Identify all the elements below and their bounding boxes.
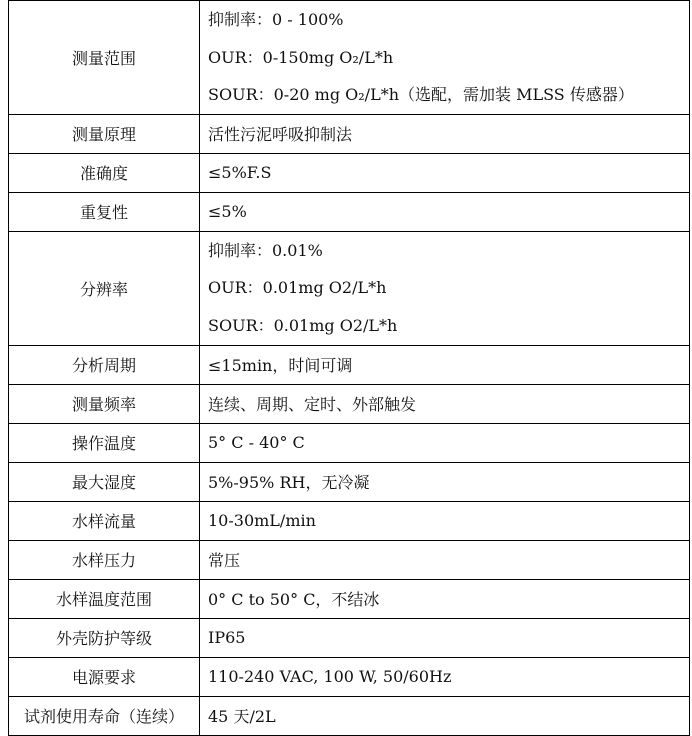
- row-value: 常压: [200, 540, 690, 579]
- table-row: [9, 618, 690, 657]
- row-value: 110-240 VAC, 100 W, 50/60Hz: [200, 657, 690, 696]
- table-row: [9, 1, 690, 115]
- row-value: 0° C to 50° C，不结冰: [200, 579, 690, 618]
- row-value: 5%-95% RH，无冷凝: [200, 462, 690, 501]
- row-label: 试剂使用寿命（连续）: [9, 696, 200, 735]
- table-row: [9, 231, 690, 345]
- row-label: 水样压力: [9, 540, 200, 579]
- row-value: 活性污泥呼吸抑制法: [200, 114, 690, 153]
- table-row: [9, 384, 690, 423]
- row-label: 水样流量: [9, 501, 200, 540]
- table-row: [9, 345, 690, 384]
- row-label: 操作温度: [9, 423, 200, 462]
- row-value: [200, 231, 690, 345]
- row-label: 测量频率: [9, 384, 200, 423]
- row-value: ≤15min，时间可调: [200, 345, 690, 384]
- row-label: 分析周期: [9, 345, 200, 384]
- value-line: 抑制率：0.01%: [208, 240, 323, 260]
- row-label: 重复性: [9, 192, 200, 231]
- row-label: 准确度: [9, 153, 200, 192]
- row-label: 分辨率: [9, 231, 200, 345]
- table-row: [9, 153, 690, 192]
- row-label: 测量范围: [9, 1, 200, 115]
- table-row: [9, 657, 690, 696]
- value-line: SOUR：0.01mg O2/L*h: [208, 315, 398, 335]
- value-line: SOUR：0-20 mg O₂/L*h（选配，需加装 MLSS 传感器）: [208, 85, 634, 105]
- row-label: 最大湿度: [9, 462, 200, 501]
- row-label: 外壳防护等级: [9, 618, 200, 657]
- row-value: IP65: [200, 618, 690, 657]
- value-line: 抑制率：0 - 100%: [208, 10, 344, 29]
- row-value: [200, 1, 690, 115]
- table-row: [9, 192, 690, 231]
- value-line: OUR：0-150mg O₂/L*h: [208, 47, 394, 67]
- table-row: [9, 114, 690, 153]
- row-label: 测量原理: [9, 114, 200, 153]
- value-line: OUR：0.01mg O2/L*h: [208, 278, 387, 298]
- row-value: 45 天/2L: [200, 696, 690, 735]
- row-value: 连续、周期、定时、外部触发: [200, 384, 690, 423]
- spec-table: [8, 0, 690, 736]
- table-row: [9, 540, 690, 579]
- row-value: ≤5%: [200, 192, 690, 231]
- table-row: [9, 501, 690, 540]
- row-value: 10-30mL/min: [200, 501, 690, 540]
- row-label: 电源要求: [9, 657, 200, 696]
- table-row: [9, 462, 690, 501]
- table-row: [9, 579, 690, 618]
- row-value: ≤5%F.S: [200, 153, 690, 192]
- table-row: [9, 696, 690, 735]
- row-value: 5° C - 40° C: [200, 423, 690, 462]
- table-row: [9, 423, 690, 462]
- row-label: 水样温度范围: [9, 579, 200, 618]
